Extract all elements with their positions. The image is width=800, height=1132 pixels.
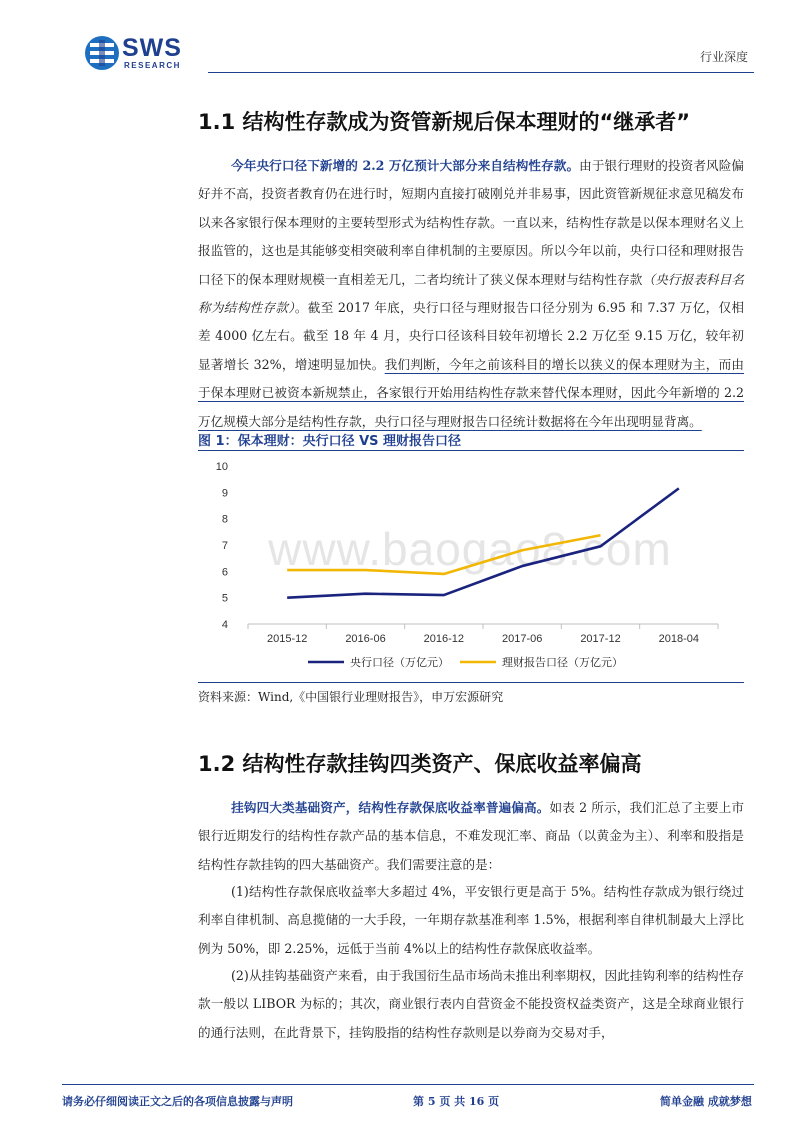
section1-text-a: 由于银行理财的投资者风险偏好并不高，投资者教育仍在进行时，短期内直接打破刚兑并非易事，因此资管新规征求意见稿发布以来各家银行保本理财的主要转型形式为结构性存款。一直以来，结构性存款是以保本理财名义上报监管的，这也是其能够变相突破利率自律机制的主要原因。所以今年以前，央行口径和理财报告口径下的保本理财规模一直相差无几，二者均统计了狭义保本理财与结构性存款 [198,158,744,287]
section2-paragraph-2 [198,878,744,963]
series-line-1 [287,535,600,574]
section1-underlined-judgement: 我们判断，今年之前该科目的增长以狭义的保本理财为主，而由于保本理财已被资本新规禁止，各家银行开始用结构性存款来替代保本理财，因此今年新增的 2.2 万亿规模大部分是结构性存款，央行口径与理财报告口径统计数据将在今年出现明显背离。 [198,356,744,429]
section2-text-a: 如表 2 所示，我们汇总了主要上市银行近期发行的结构性存款产品的基本信息，不难发现汇率、商品（以黄金为主）、利率和股指是结构性存款挂钩的四大基础资产。我们需要注意的是： [198,800,744,872]
section-heading-1-1: 1.1 结构性存款成为资管新规后保本理财的“继承者” [198,110,691,134]
section2-point-2: (2)从挂钩基础资产来看，由于我国衍生品市场尚未推出利率期权，因此挂钩利率的结构性存款一般以 LIBOR 为标的；其次，商业银行表内自营资金不能投资权益类资产，这是全球商业银行的通行法则，在此背景下，挂钩股指的结构性存款则是以券商为交易对手， [198,968,744,1040]
section2-paragraph-3 [198,962,744,1047]
y-tick-label: 10 [215,461,228,473]
logo-text: SWS [122,34,182,62]
y-tick-label: 6 [221,566,228,579]
header-rule [208,72,754,73]
footer-rule [62,1084,754,1085]
legend-label-1: 理财报告口径（万亿元） [502,657,623,669]
x-tick-label: 2016-06 [345,633,386,645]
x-tick-label: 2015-12 [266,633,308,645]
section1-text-b: 。截至 2017 年底，央行口径与理财报告口径分别为 6.95 和 7.37 万亿，仅相差 4000 亿左右。截至 18 年 4 月，央行口径该科目较年初增长 2.2 万亿至 9.15 万亿，较年初显著增长 32%，增速明显加快。 [198,300,744,372]
logo-subtext: RESEARCH [124,61,181,70]
figure-bottom-rule [198,682,744,683]
section2-point-1: (1)结构性存款保底收益率大多超过 4%，平安银行更是高于 5%。结构性存款成为银行绕过利率自律机制、高息揽储的一大手段，一年期存款基准利率 1.5%，根据利率自律机制最大上浮比例为 50%，即 2.25%，远低于当前 4%以上的结构性存款保底收益率。 [198,884,744,956]
section-heading-1-2: 1.2 结构性存款挂钩四类资产、保底收益率偏高 [198,752,642,776]
section2-paragraph-1 [198,794,744,879]
section1-paragraph [198,152,744,436]
figure-source: 资料来源：Wind,《中国银行业理财报告》，申万宏源研究 [198,690,504,704]
section1-lead: 今年央行口径下新增的 2.2 万亿预计大部分来自结构性存款。 [231,158,580,173]
footer-page-number: 第 5 页 共 16 页 [413,1095,500,1108]
y-tick-label: 5 [221,592,228,605]
sws-logo-icon [84,34,120,72]
y-tick-label: 4 [221,619,228,631]
watermark: www.baogao8.com [268,523,672,575]
x-tick-label: 2017-06 [501,633,543,645]
series-line-0 [287,488,679,597]
legend-label-0: 央行口径（万亿元） [350,657,449,669]
section1-italic-note: （央行报表科目名称为结构性存款） [198,271,745,316]
y-tick-label: 9 [221,487,228,500]
section2-lead: 挂钩四大类基础资产，结构性存款保底收益率普遍偏高。 [231,800,550,815]
figure-title: 图 1：保本理财：央行口径 VS 理财报告口径 [198,434,462,449]
header-tag: 行业深度 [700,50,749,64]
x-tick-label: 2017-12 [580,633,621,645]
footer-disclaimer: 请务必仔细阅读正文之后的各项信息披露与声明 [62,1095,293,1108]
footer-slogan: 简单金融 成就梦想 [660,1095,752,1108]
x-tick-label: 2016-12 [423,633,465,645]
x-tick-label: 2018-04 [658,633,700,645]
y-tick-label: 8 [221,513,228,526]
line-chart [198,450,744,682]
y-tick-label: 7 [221,540,228,552]
